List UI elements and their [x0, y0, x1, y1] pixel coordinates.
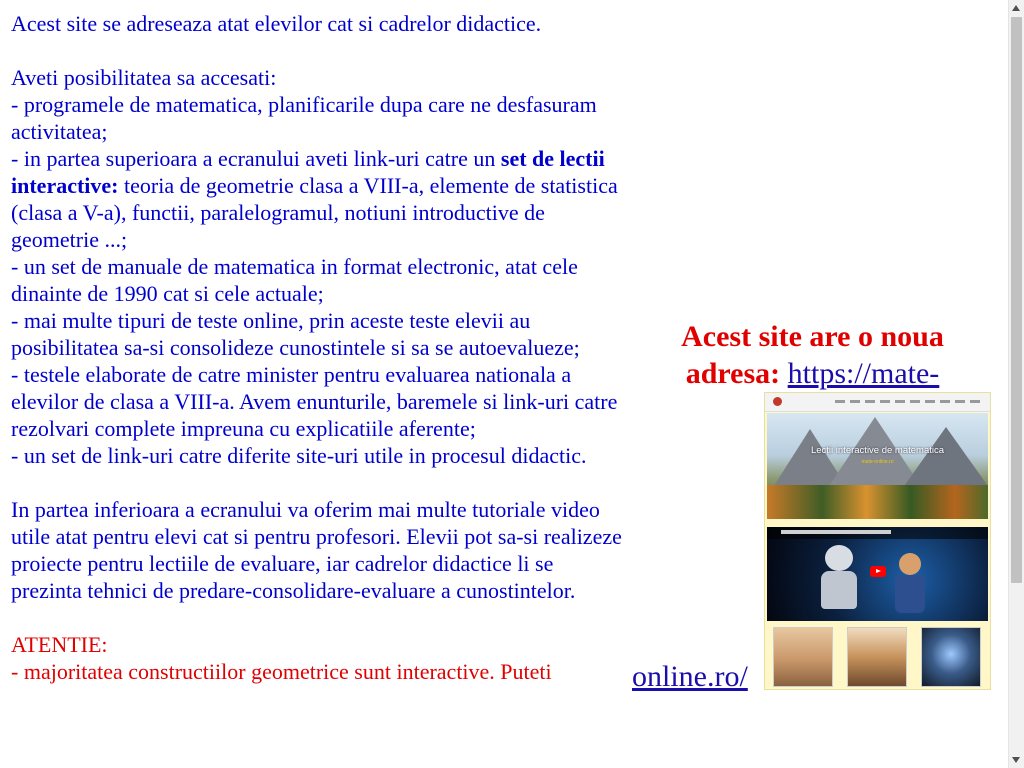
hero-subtitle: mate-online.ro [861, 459, 894, 465]
scroll-up-icon[interactable] [1012, 5, 1020, 11]
logo-icon [773, 397, 782, 406]
lessons-bold: set de lectii interactive: [11, 146, 605, 198]
new-address-link[interactable]: https://mate- [787, 357, 940, 390]
thumbnail-tiles [765, 627, 990, 687]
video-title-placeholder [781, 530, 891, 534]
intro-paragraph: Acest site se adreseaza atat elevilor cat si cadrelor didactice. [11, 11, 542, 36]
notice-line1: Acest site are o noua [681, 320, 944, 353]
boy-icon [895, 553, 925, 613]
warning-item: - majoritatea constructiilor geometrice sunt interactive. Puteti [11, 659, 552, 684]
robots-image-icon [921, 627, 981, 687]
lessons-text-post: teoria de geometrie clasa a VIII-a, elemente de statistica (clasa a V-a), functii, paralelogramul, notiuni introductive de geometrie ...; [11, 173, 618, 252]
video-paragraph: In partea inferioara a ecranului va oferim mai multe tutoriale video utile atat pentru elevi cat si pentru profesori. Elevii pot sa-si realizeze proiecte pentru lectiile de evaluare, iar cadrelor didactice li se prezinta tehnici de predare-consolidare-evaluare a cunostintelor. [11, 497, 622, 603]
thumbnail-navbar [765, 393, 990, 412]
spacer [11, 469, 623, 496]
list-item-lessons [11, 145, 623, 253]
notice-line2: adresa: [685, 357, 788, 390]
cardboard-model-image-icon [847, 627, 907, 687]
thumbnail-hero [767, 413, 988, 519]
forest-icon [767, 485, 988, 519]
mountain-icon [902, 427, 988, 489]
hero-title: Lecții interactive de matematica [810, 445, 945, 456]
list-item-tests: - mai multe tipuri de teste online, prin aceste teste elevii au posibilitatea sa-si consolideze cunostintele si sa se autoevalueze; [11, 308, 580, 360]
list-item-programs: - programele de matematica, planificarile dupa care ne desfasuram activitatea; [11, 92, 597, 144]
youtube-play-icon [870, 566, 886, 577]
video-title-bar [767, 527, 988, 539]
access-heading: Aveti posibilitatea sa accesati: [11, 65, 277, 90]
new-address-notice [640, 318, 985, 392]
spacer [11, 604, 623, 631]
new-site-thumbnail[interactable] [764, 392, 991, 690]
pyramid-image-icon [773, 627, 833, 687]
warning-heading: ATENTIE: [11, 632, 108, 657]
scrollbar-thumb[interactable] [1011, 17, 1022, 583]
robot-icon [819, 545, 859, 609]
nav-links [835, 400, 980, 403]
list-item-national-exams: - testele elaborate de catre minister pentru evaluarea nationala a elevilor de clasa a VIII-a. Avem enunturile, baremele si link-uri catre rezolvari complete impreuna cu explicatiile aferente; [11, 362, 618, 441]
lessons-text-pre: - in partea superioara a ecranului aveti link-uri catre un [11, 146, 501, 171]
thumbnail-video [767, 527, 988, 621]
new-address-link-continued[interactable]: online.ro/ [632, 660, 748, 693]
intro-text [11, 10, 623, 685]
list-item-links: - un set de link-uri catre diferite site-uri utile in procesul didactic. [11, 443, 587, 468]
spacer [11, 37, 623, 64]
scroll-down-icon[interactable] [1012, 757, 1020, 763]
vertical-scrollbar[interactable] [1008, 0, 1024, 768]
list-item-manuals: - un set de manuale de matematica in format electronic, atat cele dinainte de 1990 cat si cele actuale; [11, 254, 578, 306]
